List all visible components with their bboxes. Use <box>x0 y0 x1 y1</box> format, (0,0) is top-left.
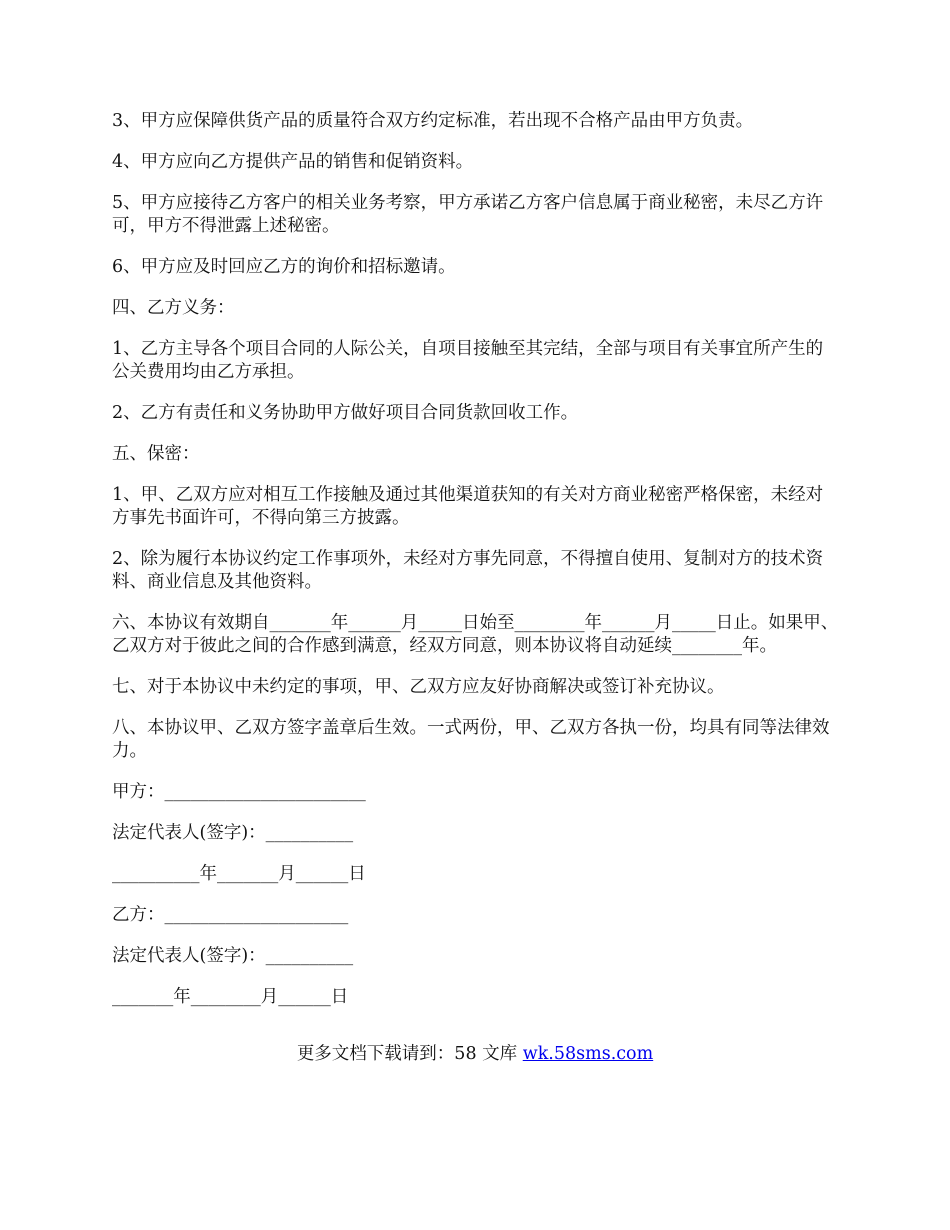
clause-paragraph: 1、乙方主导各个项目合同的人际公关，自项目接触至其完结，全部与项目有关事宜所产生的公关费用均由乙方承担。 <box>112 339 824 382</box>
party-a-representative-line: 法定代表人(签字)：__________ <box>112 823 354 843</box>
party-b-date-line: _______年________月______日 <box>112 987 349 1007</box>
party-b-line: 乙方：_____________________ <box>112 905 349 925</box>
document-body <box>112 110 840 1027</box>
clause-paragraph: 1、甲、乙双方应对相互工作接触及通过其他渠道获知的有关对方商业秘密严格保密，未经对方事先书面许可，不得向第三方披露。 <box>112 485 824 528</box>
clause-paragraph: 2、乙方有责任和义务协助甲方做好项目合同货款回收工作。 <box>112 403 579 423</box>
section-heading: 五、保密： <box>112 444 200 464</box>
party-a-line: 甲方：_______________________ <box>112 782 366 802</box>
clause-paragraph: 6、甲方应及时回应乙方的询价和招标邀请。 <box>112 257 456 277</box>
clause-paragraph: 4、甲方应向乙方提供产品的销售和促销资料。 <box>112 152 474 172</box>
clause-paragraph: 3、甲方应保障供货产品的质量符合双方约定标准，若出现不合格产品由甲方负责。 <box>112 111 754 131</box>
download-footer <box>0 1043 950 1066</box>
clause-paragraph: 八、本协议甲、乙双方签字盖章后生效。一式两份，甲、乙双方各执一份，均具有同等法律效力。 <box>112 718 830 761</box>
clause-paragraph: 七、对于本协议中未约定的事项，甲、乙双方应友好协商解决或签订补充协议。 <box>112 677 725 697</box>
party-a-date-line: __________年_______月______日 <box>112 864 366 884</box>
section-heading: 四、乙方义务： <box>112 298 235 318</box>
validity-clause: 六、本协议有效期自_______年______月_____日始至________年______月_____日止。如果甲、乙双方对于彼此之间的合作感到满意，经双方同意，则本协议将自动延续________年。 <box>112 613 839 656</box>
footer-prefix: 更多文档下载请到：58 文库 <box>296 1044 523 1064</box>
clause-paragraph: 5、甲方应接待乙方客户的相关业务考察，甲方承诺乙方客户信息属于商业秘密，未尽乙方许可，甲方不得泄露上述秘密。 <box>112 193 824 236</box>
party-b-representative-line: 法定代表人(签字)：__________ <box>112 946 354 966</box>
clause-paragraph: 2、除为履行本协议约定工作事项外，未经对方事先同意，不得擅自使用、复制对方的技术资料、商业信息及其他资料。 <box>112 549 824 592</box>
footer-link[interactable]: wk.58sms.com <box>522 1044 654 1064</box>
